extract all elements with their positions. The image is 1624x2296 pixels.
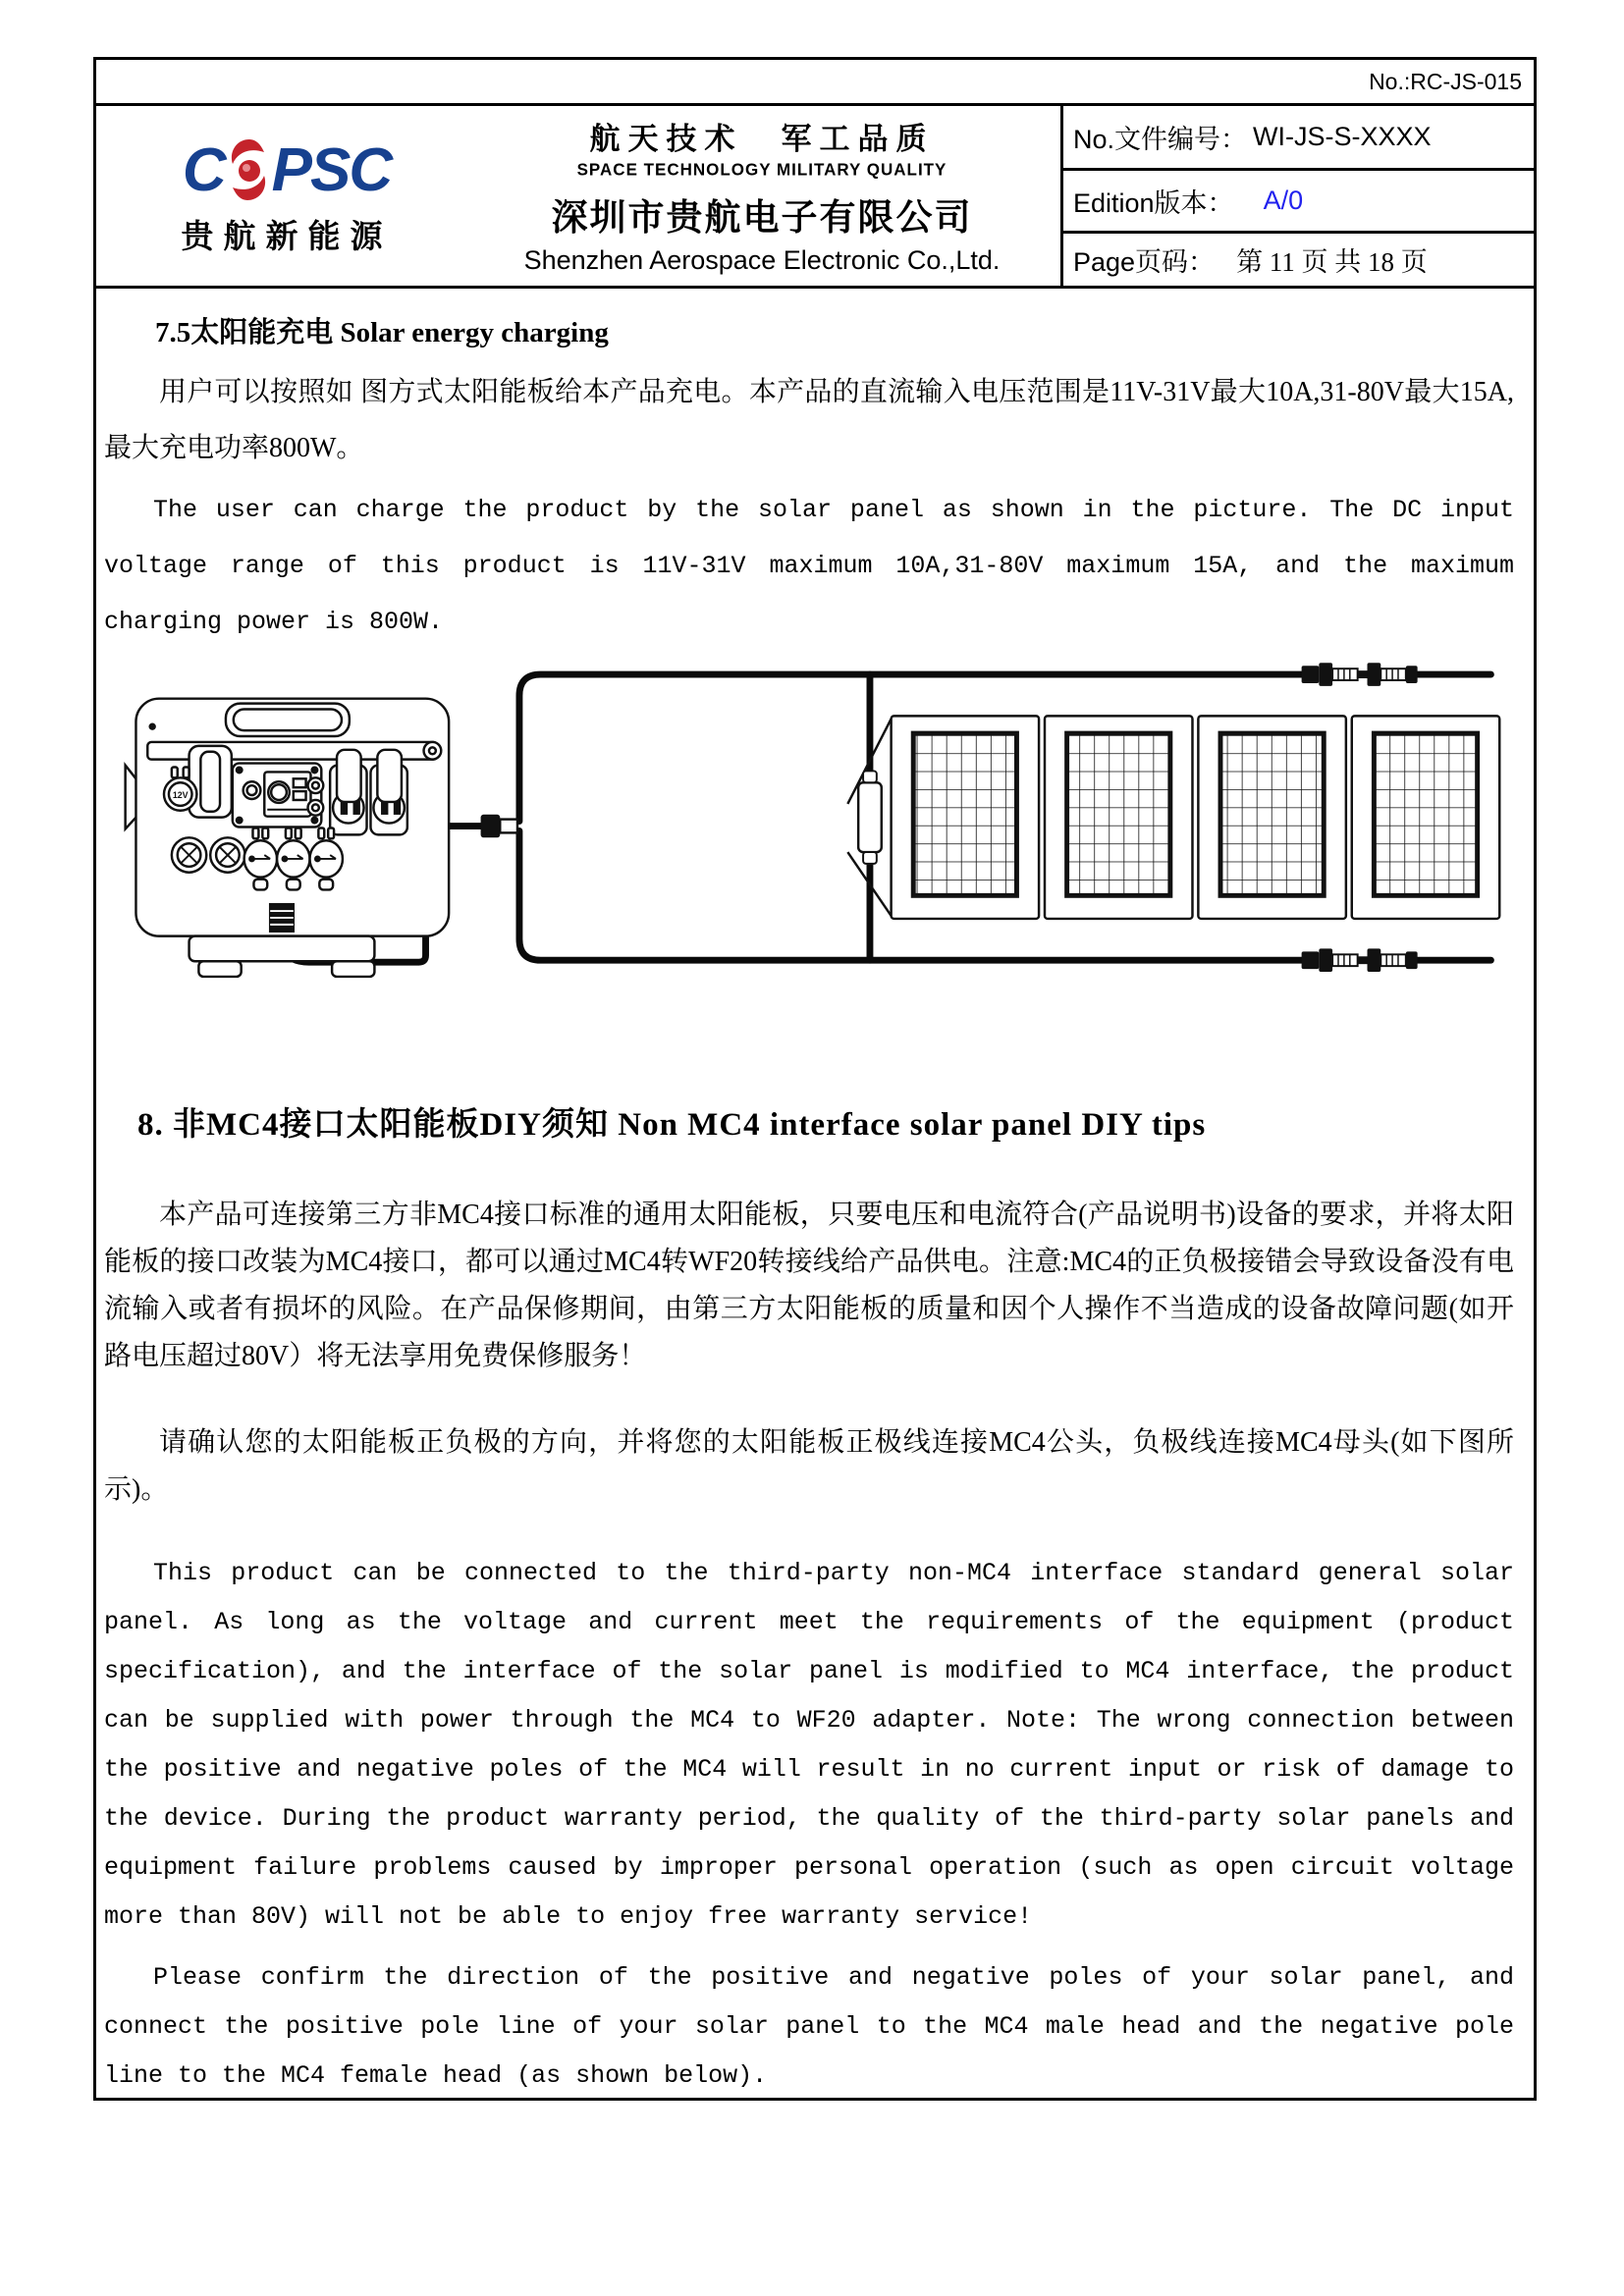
- field-doc-label: No.文件编号：: [1073, 125, 1248, 154]
- logo-letter-prefix: C: [182, 135, 225, 204]
- field-page-label: Page页码：: [1073, 247, 1216, 277]
- section-8-paragraph2-en: Please confirm the direction of the positive and negative poles of your solar panel, and connect the positive pole line of your solar panel to the MC4 male head and the negative pole line to the MC4 female head (as shown below).: [104, 1963, 1514, 2090]
- field-edition-value: A/0: [1263, 186, 1304, 215]
- field-doc-number: [1063, 106, 1534, 171]
- power-station: [126, 699, 449, 977]
- header-center-cell: [463, 106, 1060, 286]
- section-8-title: 8. 非MC4接口太阳能板DIY须知 Non MC4 interface solar panel DIY tips: [137, 1107, 1207, 1143]
- document-header: [96, 106, 1534, 289]
- logo-letter-suffix: PSC: [271, 135, 392, 204]
- solar-charging-diagram: [104, 660, 1514, 1057]
- mc4-connector-pair-bottom: [1302, 948, 1418, 972]
- section-8-paragraph1-en: This product can be connected to the third-party non-MC4 interface standard general solar panel. As long as the voltage and current meet the requirements of the equipment (product specification), and the interface of the solar panel is modified to MC4 interface, the product can be supplied with power through the MC4 to WF20 adapter. Note: The wrong connection between the positive and negative poles of the MC4 will result in no current input or risk of damage to the device. During the product warranty period, the quality of the third-party solar panels and equipment failure problems caused by improper personal operation (such as open circuit voltage more than 80V) will not be able to enjoy free warranty service!: [104, 1559, 1514, 1931]
- field-edition: [1063, 171, 1534, 234]
- header-fields: [1060, 106, 1534, 286]
- section-8-paragraph1-cn: 本产品可连接第三方非MC4接口标准的通用太阳能板，只要电压和电流符合(产品说明书)设备的要求，并将太阳能板的接口改装为MC4接口，都可以通过MC4转WF20转接线给产品供电。注意:MC4的正负极接错会导致设备没有电流输入或者有损坏的风险。在产品保修期间，由第三方太阳能板的质量和因个人操作不当造成的设备故障问题(如开路电压超过80V）将无法享用免费保修服务！: [104, 1200, 1514, 1371]
- doc-number: No.:RC-JS-015: [1369, 68, 1522, 94]
- logo-swoosh-icon: [223, 137, 274, 202]
- section-7-5-paragraph-cn: 用户可以按照如 图方式太阳能板给本产品充电。本产品的直流输入电压范围是11V-31V最大10A,31-80V最大15A,最大充电功率800W。: [104, 377, 1514, 463]
- field-doc-value: WI-JS-S-XXXX: [1253, 122, 1432, 151]
- field-page: [1063, 234, 1534, 286]
- field-edition-label: Edition版本：: [1073, 188, 1234, 218]
- section-7-5-paragraph-en: The user can charge the product by the solar panel as shown in the picture. The DC input voltage range of this product is 11V-31V maximum 10A,31-80V maximum 15A, and the maximum charging power is 800W.: [104, 496, 1514, 636]
- panel-handle: [858, 782, 882, 852]
- slogan-english: SPACE TECHNOLOGY MILITARY QUALITY: [576, 159, 947, 180]
- section-7-5-title: 7.5太阳能充电 Solar energy charging: [155, 317, 609, 348]
- mc4-connector-pair-top: [1302, 663, 1418, 686]
- solar-panel: [847, 716, 1499, 919]
- logo-subtitle: 贵航新能源: [181, 217, 393, 254]
- page-frame: [93, 57, 1537, 2101]
- doc-number-row: [96, 60, 1534, 106]
- company-name-english: Shenzhen Aerospace Electronic Co.,Ltd.: [523, 245, 1001, 275]
- header-left-cell: [96, 106, 1060, 286]
- slogan-chinese: 航天技术 军工品质: [589, 122, 935, 156]
- port-label-12v: 12V: [172, 789, 189, 800]
- company-name-chinese: 深圳市贵航电子有限公司: [551, 197, 973, 238]
- document-body: [96, 310, 1534, 2101]
- solar-charging-illustration: [104, 660, 1514, 1052]
- field-page-value: 第 11 页 共 18 页: [1236, 247, 1428, 277]
- company-logo: [96, 106, 463, 286]
- section-8-paragraph2-cn: 请确认您的太阳能板正负极的方向，并将您的太阳能板正极线连接MC4公头，负极线连接MC4母头(如下图所示)。: [104, 1427, 1514, 1505]
